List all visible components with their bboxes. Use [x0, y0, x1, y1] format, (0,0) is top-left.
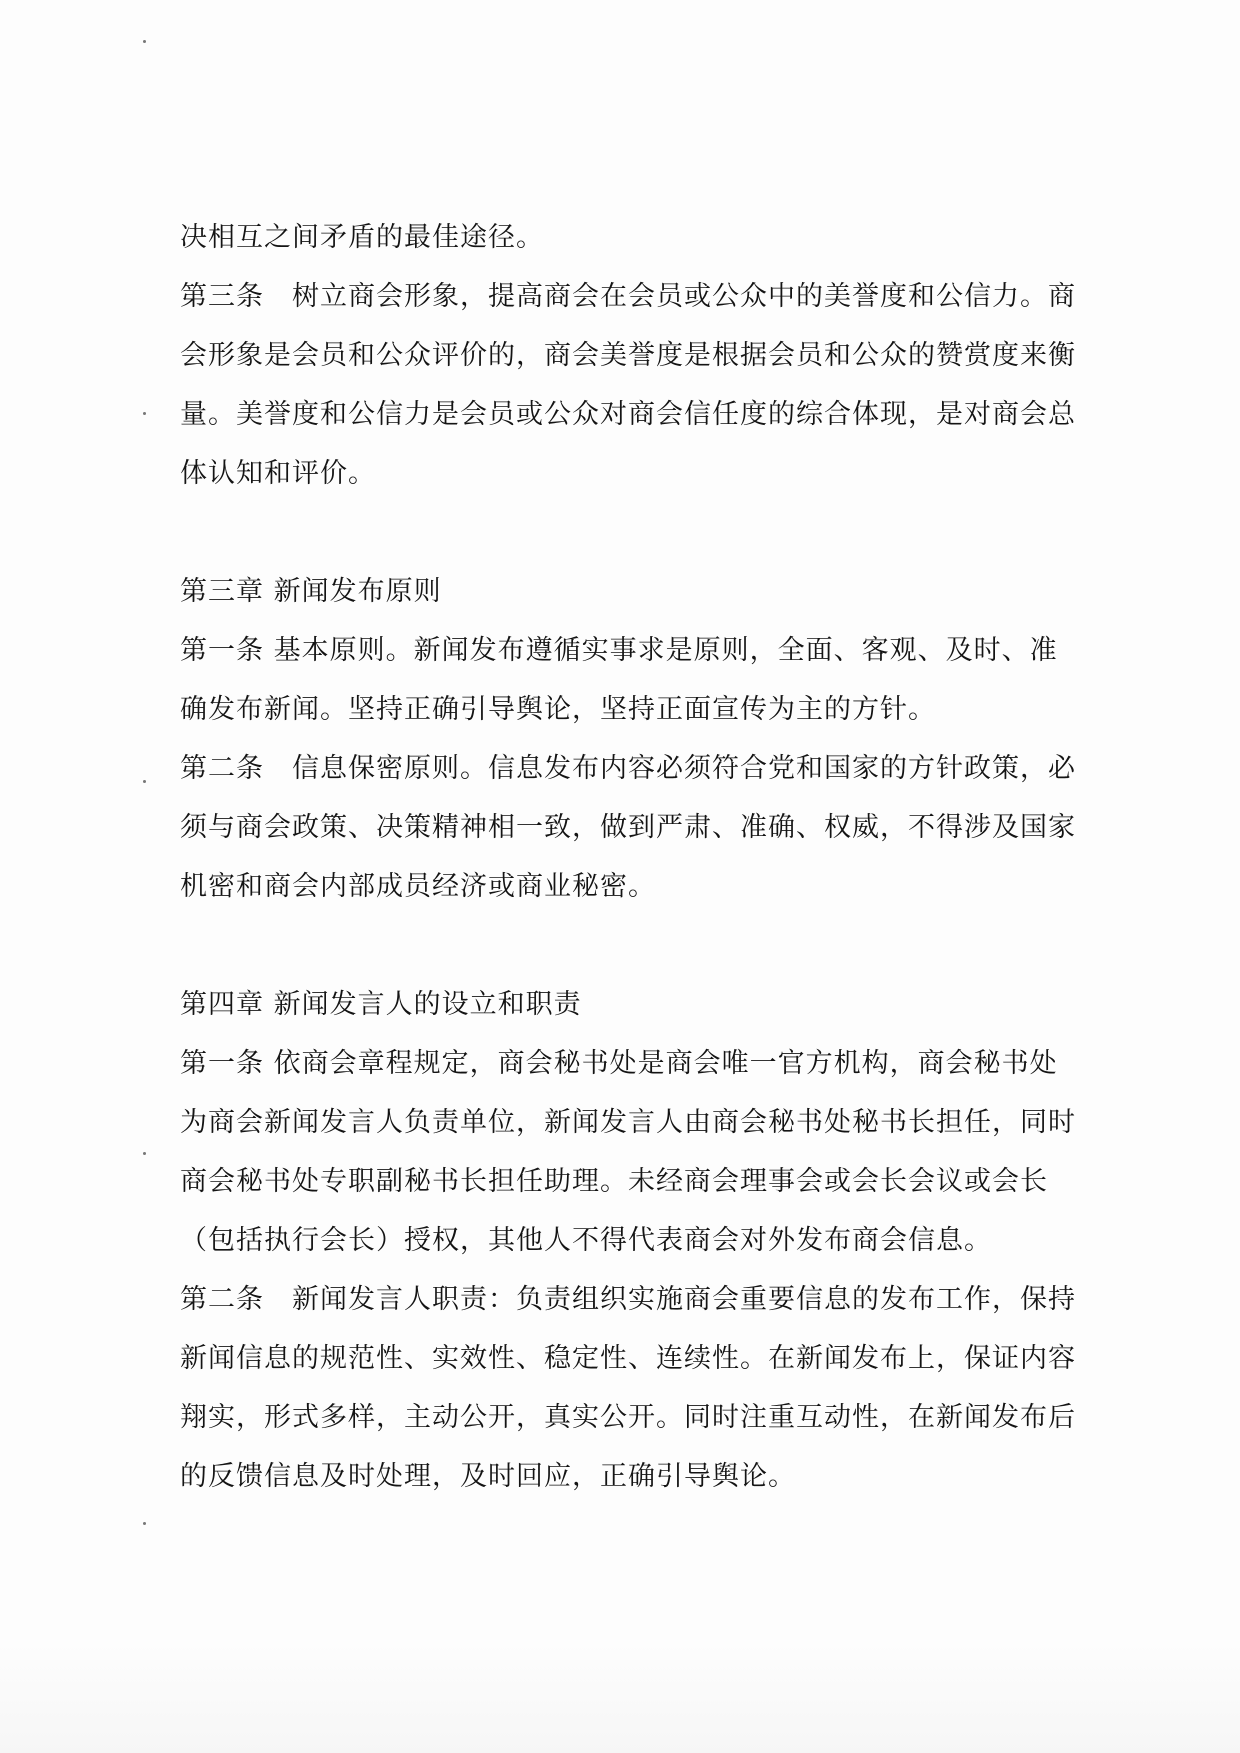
chapter-4-article-2-line-1: 第二条 新闻发言人职责：负责组织实施商会重要信息的发布工作，保持 [180, 1284, 1076, 1315]
article-3-line-2: 会形象是会员和公众评价的，商会美誉度是根据会员和公众的赞赏度来衡 [180, 340, 1076, 371]
article-3-line-3: 量。美誉度和公信力是会员或公众对商会信任度的综合体现，是对商会总 [180, 399, 1076, 430]
section-gap [180, 916, 1100, 975]
chapter-4-article-2-line-2: 新闻信息的规范性、实效性、稳定性、连续性。在新闻发布上，保证内容 [180, 1343, 1076, 1374]
paragraph-continuation: 决相互之间矛盾的最佳途径。 [180, 222, 544, 253]
chapter-4-article-1-line-1: 第一条 依商会章程规定，商会秘书处是商会唯一官方机构，商会秘书处 [180, 1048, 1058, 1079]
margin-dot [143, 1152, 146, 1155]
chapter-3-article-1-line-2: 确发布新闻。坚持正确引导舆论，坚持正面宣传为主的方针。 [180, 694, 936, 725]
chapter-4-article-2-line-3: 翔实，形式多样，主动公开，真实公开。同时注重互动性，在新闻发布后 [180, 1402, 1076, 1433]
chapter-3-article-2-line-1: 第二条 信息保密原则。信息发布内容必须符合党和国家的方针政策，必 [180, 753, 1076, 784]
margin-dot [143, 780, 146, 783]
article-3-line-4: 体认知和评价。 [180, 458, 376, 489]
chapter-4-article-1-line-2: 为商会新闻发言人负责单位，新闻发言人由商会秘书处秘书长担任，同时 [180, 1107, 1076, 1138]
chapter-3-article-1-line-1: 第一条 基本原则。新闻发布遵循实事求是原则，全面、客观、及时、准 [180, 635, 1058, 666]
margin-dot [143, 412, 146, 415]
document-body [180, 208, 1100, 1506]
scan-shadow [0, 1643, 1240, 1753]
margin-dot [143, 1522, 146, 1525]
chapter-3-article-2-line-2: 须与商会政策、决策精神相一致，做到严肃、准确、权威，不得涉及国家 [180, 812, 1076, 843]
article-3-line-1: 第三条 树立商会形象，提高商会在会员或公众中的美誉度和公信力。商 [180, 281, 1076, 312]
chapter-3-heading: 第三章 新闻发布原则 [180, 576, 442, 607]
chapter-4-heading: 第四章 新闻发言人的设立和职责 [180, 989, 582, 1020]
chapter-4-article-1-line-3: 商会秘书处专职副秘书长担任助理。未经商会理事会或会长会议或会长 [180, 1166, 1048, 1197]
section-gap [180, 503, 1100, 562]
chapter-4-article-2-line-4: 的反馈信息及时处理，及时回应，正确引导舆论。 [180, 1461, 796, 1492]
chapter-3-article-2-line-3: 机密和商会内部成员经济或商业秘密。 [180, 871, 656, 902]
chapter-4-article-1-line-4: （包括执行会长）授权，其他人不得代表商会对外发布商会信息。 [180, 1225, 992, 1256]
margin-dot [143, 40, 146, 43]
